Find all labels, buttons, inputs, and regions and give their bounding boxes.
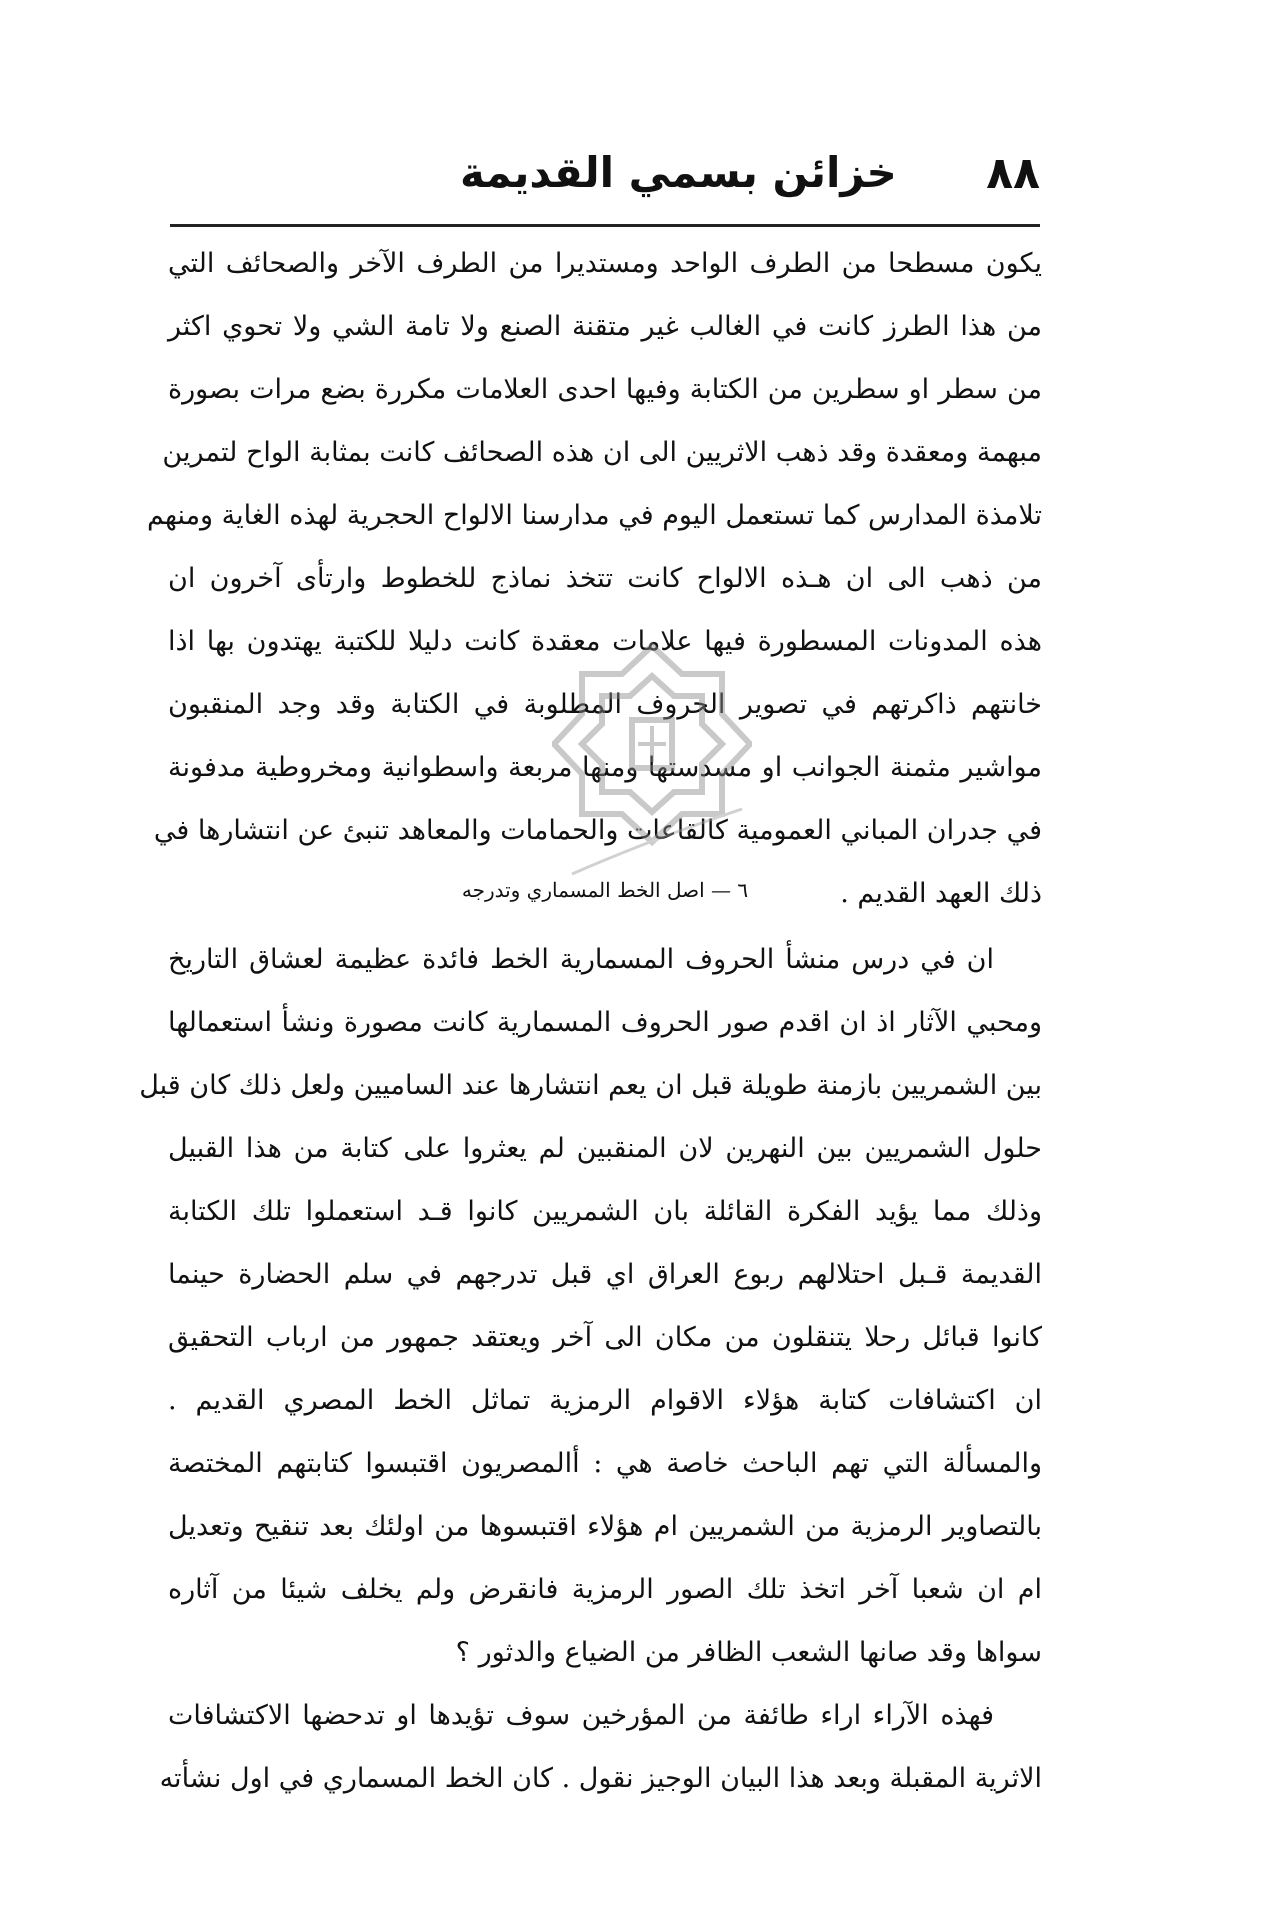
- text-line: ام ان شعبا آخر اتخذ تلك الصور الرمزية فانقرض ولم يخلف شيئا من آثاره: [168, 1574, 1042, 1605]
- running-title: خزائن بسمي القديمة: [460, 148, 897, 197]
- text-line: مواشير مثمنة الجوانب او مسدستها ومنها مربعة واسطوانية ومخروطية مدفونة: [168, 752, 1042, 783]
- library-watermark-logo: [552, 634, 752, 884]
- text-line: حلول الشمريين بين النهرين لان المنقبين لم يعثروا على كتابة من هذا القبيل: [168, 1133, 1042, 1164]
- text-line: وذلك مما يؤيد الفكرة القائلة بان الشمريين كانوا قـد استعملوا تلك الكتابة: [168, 1196, 1042, 1227]
- text-line: الاثرية المقبلة وبعد هذا البيان الوجيز نقول . كان الخط المسماري في اول نشأته: [159, 1763, 1042, 1794]
- text-line: ذلك العهد القديم .: [840, 878, 1042, 909]
- paragraph-2: [139, 928, 1042, 1810]
- text-line: من ذهب الى ان هـذه الالواح كانت تتخذ نماذج للخطوط وارتأى آخرون ان: [168, 563, 1042, 594]
- section-heading: ٦ — اصل الخط المسماري وتدرجه: [461, 878, 749, 902]
- text-line: ان اكتشافات كتابة هؤلاء الاقوام الرمزية تماثل الخط المصري القديم .: [168, 1385, 1042, 1416]
- page-number: ٨٨: [986, 148, 1040, 199]
- text-line: ومحبي الآثار اذ ان اقدم صور الحروف المسمارية كانت مصورة ونشأ استعمالها: [168, 1007, 1042, 1038]
- text-line: من سطر او سطرين من الكتابة وفيها احدى العلامات مكررة بضع مرات بصورة: [168, 374, 1042, 405]
- text-line: ان في درس منشأ الحروف المسمارية الخط فائدة عظيمة لعشاق التاريخ: [168, 944, 994, 975]
- text-line: تلامذة المدارس كما تستعمل اليوم في مدارسنا الالواح الحجرية لهذه الغاية ومنهم: [147, 500, 1042, 531]
- text-line: خانتهم ذاكرتهم في تصوير الحروف المطلوبة في الكتابة وقد وجد المنقبون: [168, 689, 1042, 720]
- text-line: مبهمة ومعقدة وقد ذهب الاثريين الى ان هذه الصحائف كانت بمثابة الواح لتمرين: [162, 437, 1042, 468]
- text-line: فهذه الآراء اراء طائفة من المؤرخين سوف تؤيدها او تدحضها الاكتشافات: [168, 1700, 994, 1731]
- text-line: في جدران المباني العمومية كالقاعات والحمامات والمعاهد تنبئ عن انتشارها في: [153, 815, 1042, 846]
- page-header: [160, 148, 1040, 208]
- text-line: كانوا قبائل رحلا يتنقلون من مكان الى آخر ويعتقد جمهور من ارباب التحقيق: [168, 1322, 1042, 1353]
- text-line: يكون مسطحا من الطرف الواحد ومستديرا من الطرف الآخر والصحائف التي: [168, 248, 1042, 279]
- text-line: سواها وقد صانها الشعب الظافر من الضياع والدثور ؟: [455, 1637, 1042, 1668]
- text-line: والمسألة التي تهم الباحث خاصة هي : أالمصريون اقتبسوا كتابتهم المختصة: [168, 1448, 1042, 1479]
- text-line: بين الشمريين بازمنة طويلة قبل ان يعم انتشارها عند الساميين ولعل ذلك كان قبل: [139, 1070, 1042, 1101]
- text-line: بالتصاوير الرمزية من الشمريين ام هؤلاء اقتبسوها من اولئك بعد تنقيح وتعديل: [168, 1511, 1042, 1542]
- text-line: القديمة قـبل احتلالهم ربوع العراق اي قبل تدرجهم في سلم الحضارة حينما: [168, 1259, 1042, 1290]
- header-rule: [170, 224, 1040, 227]
- text-line: من هذا الطرز كانت في الغالب غير متقنة الصنع ولا تامة الشي ولا تحوي اكثر: [168, 311, 1042, 342]
- text-line: هذه المدونات المسطورة فيها علامات معقدة كانت دليلا للكتبة يهتدون بها اذا: [168, 626, 1042, 657]
